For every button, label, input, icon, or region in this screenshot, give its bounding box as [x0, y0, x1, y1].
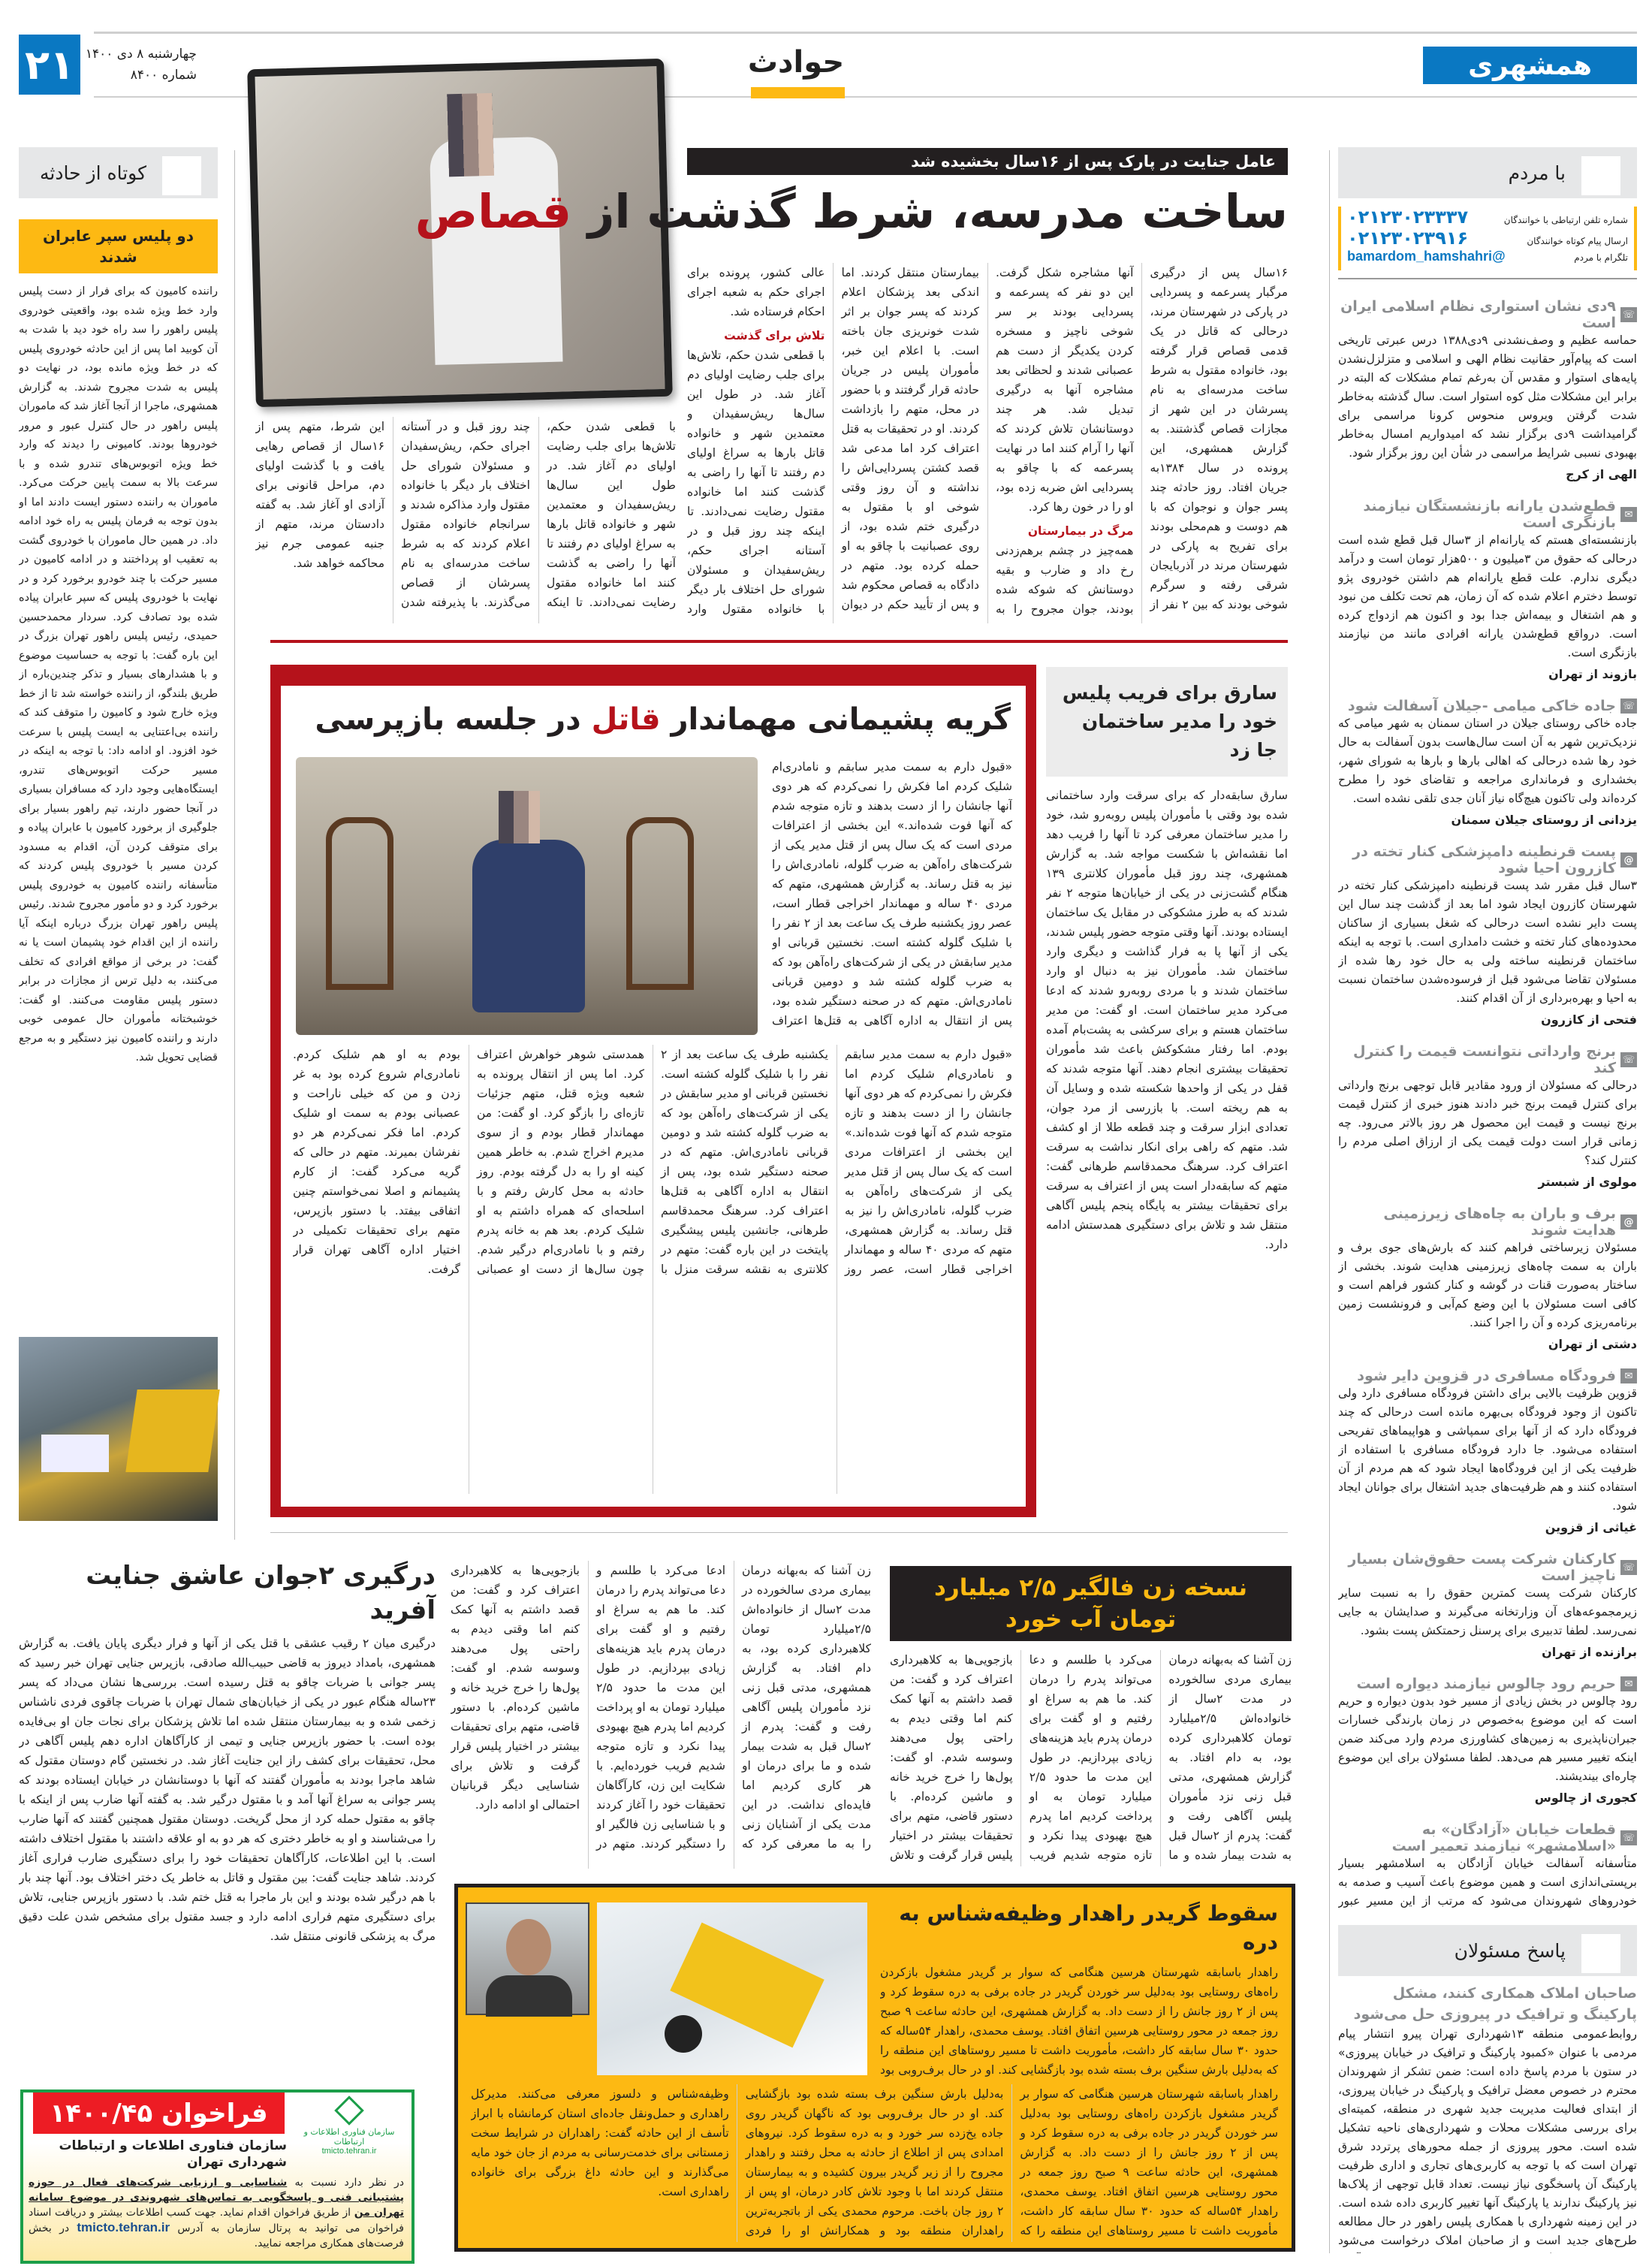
ad-text-part: در نظر دارد نسبت به — [294, 2177, 405, 2189]
telegram-handle[interactable]: @bamardom_hamshahri — [1347, 249, 1506, 264]
note-author: غیاثی از قزوین — [1545, 1520, 1637, 1534]
note-title-text: قطع‌شدن یارانه بازنشستگان نیازمند بازنگری است — [1363, 498, 1616, 531]
note-body: متأسفانه آسفالت خیابان آزادگان به اسلامشهر بسیار برپستی‌اندازی است و همین موضوع باعث آسیب و صدمه به خودروهای شهروندان می‌شود که مرتب از این مسیر عبور — [1338, 1857, 1637, 1908]
bottom-left-headline[interactable]: درگیری ۲جوان عاشق جنایت آفرید — [86, 1561, 436, 1625]
answer-title: صاحبان املاک همکاری کنند، مشکل پارکینگ و ترافیک در پیروزی حل می‌شود — [1353, 1985, 1637, 2023]
contact-label: ارسال پیام کوتاه خوانندگان — [1527, 236, 1628, 246]
note-title — [1338, 1043, 1637, 1076]
ad-url-link[interactable]: tmicto.tehran.ir — [77, 2220, 170, 2234]
envelope-icon: ✉ — [1620, 1368, 1637, 1383]
note-title-text: قطعات خیابان «آزادگان» به «اسلامشهر» نیازمند تعمیر است — [1391, 1821, 1616, 1854]
note-title — [1338, 698, 1637, 714]
header-square — [162, 156, 201, 195]
lead-subhead: مرگ در بیمارستان — [1027, 524, 1134, 538]
section-title: حوادث — [747, 45, 845, 80]
note-title — [1338, 843, 1637, 877]
issue-number: شماره ۸۴۰۰ — [130, 68, 197, 83]
reader-note — [1338, 498, 1637, 681]
note-body: حماسه عظیم و وصف‌نشدنی ۹دی۱۳۸۸ درس عبرتی تاریخی است که پیام‌آور حقانیت نظام الهی و اسلامی و متزلزل‌نشدن پایه‌های استوار و مقدس آن به‌رغم تمام مشکلات که البته در برابر این مشکلات مثل کوه استوار است. سال گذشته به‌خاطر شدت گرفتن ویروس منحوس کرونا مراسمی برای گرامیداشت ۹دی برگزار نشد که امیدواریم امسال به‌خاطر بهبودی نسبی شرایط مراسمی در شأن این روز برگزار شود. — [1338, 333, 1637, 460]
note-author: فتحی از کازرون — [1541, 1012, 1637, 1027]
lead-paragraph: ۱۶سال پس از درگیری مرگبار پسرعمه و پسردایی در پارکی در شهرستان مرند، درحالی که قاتل در یک قدمی قصاص قرار گرفته بود، خانواده مقتول به شرط ساخت مدرسه‌ای به نام پسرشان در این شهر از مجازات قصاص گذشتند. به گزارش همشهری، این پرونده در سال ۱۳۸۴به جریان افتاد. روز حادثه چند پسر جوان و نوجوان که با هم دوست و هم‌محلی بودند برای تفریح به پارکی در شهرستان مرند در آذربایجان شرقی رفته و سرگرم شوخی بودند که بین ۲ نفر از آنها مشاجره شکل گرفت. این دو نفر که پسرعمه و پسردایی بودند بر سر شوخی ناچیز و مسخره کردن یکدیگر از دست هم عصبانی شدند و لحظاتی بعد مشاجره آنها به درگیری تبدیل شد. هر چند دوستانشان تلاش کردند که آنها را آرام کنند اما در نهایت پسرعمه که با چاقو به پسردایی اش ضربه زده بود، او را در خون رها کرد. — [996, 266, 1288, 611]
note-body: بازنشسته‌ای هستم که یارانه‌ام از ۳سال قبل قطع شده است درحالی که حقوق من ۳میلیون و ۵۰۰هزار تومان است و درآمد دیگری ندارم. علت قطع یارانه‌ام هم داشتن خودروی پژو توسط دخترم اعلام شده که آن زمان، هم تحت تکلف من نبود و هم اشتغال و بیمه‌اش جدا بود و اکنون هم ازدواج کرده است. درواقع قطع‌شدن یارانه افرادی مانند من نیازمند بازنگری است. — [1338, 533, 1637, 659]
note-title-text: ۹دی نشان استواری نظام اسلامی ایران است — [1340, 298, 1616, 331]
short-news-headline[interactable]: دو پلیس سپر عابران شدند — [19, 219, 218, 273]
issue-info — [84, 44, 197, 86]
header-square — [1581, 156, 1620, 195]
pixelated-face — [499, 791, 540, 843]
reader-note — [1338, 1043, 1637, 1189]
at-icon: @ — [1620, 1214, 1637, 1230]
featured-headline[interactable] — [290, 702, 1011, 737]
featured-headline-text: در جلسه بازپرسی — [315, 702, 581, 737]
reader-note — [1338, 843, 1637, 1027]
lead-paragraph: همه‌چیز در چشم برهم‌زدنی رخ داد و ضارب و بقیه دوستانش که شوکه شده بودند، جوان مجروح را به بیمارستان منتقل کردند. اما اندکی بعد پزشکان اعلام کردند که پسر جوان بر اثر شدت خونریزی جان باخته است. با اعلام این خبر، مأموران پلیس در جریان حادثه قرار گرفتند و با حضور در محل، متهم را بازداشت کردند. او در تحقیقات به قتل اعتراف کرد اما مدعی شد قصد کشتن پسردایی‌اش را نداشته و آن روز وقتی شوخی او با مقتول به درگیری ختم شده بود، از روی عصبانیت با چاقو به او حمله کرده بود. متهم در دادگاه به قصاص محکوم شد و پس از تأیید حکم در دیوان عالی کشور، پرونده برای اجرای حکم به شعبه اجرای احکام فرستاده شد. — [687, 266, 1134, 616]
reader-note — [1338, 1821, 1637, 1911]
lead-paragraph: با قطعی شدن حکم، تلاش‌ها برای جلب رضایت اولیای دم آغاز شد. در طول این سال‌ها ریش‌سفیدان و معتمدین شهر و خانواده قاتل بارها به سراغ اولیای دم رفتند تا آنها را راضی به گذشت کنند اما خانواده مقتول رضایت نمی‌دادند. تا اینکه چند روز قبل و در آستانه اجرای حکم، ریش‌سفیدان و مسئولان شورای حل اختلاف بار دیگر با خانواده مقتول وارد — [687, 348, 825, 616]
note-author: کجوری از چالوس — [1534, 1791, 1637, 1805]
answers-title: پاسخ مسئولان — [1454, 1939, 1566, 1962]
phone-icon: ☏ — [1620, 1560, 1637, 1575]
sidebar-story — [1046, 667, 1288, 1517]
ad-text-part: در بخش فرصت‌های همکاری مراجعه نمایید. — [29, 2222, 404, 2249]
featured-body-top: «قبول دارم به سمت مدیر سابقم و نامادری‌ام شلیک کردم اما فکرش را نمی‌کردم که هر دوی آنها جانشان را از دست بدهند و تازه متوجه شدم که آنها فوت شده‌اند.» این بخشی از اعترافات مردی است که یک سال پس از قتل مدیر یکی از شرکت‌های راه‌آهن به ضرب گلوله، نامادری‌اش را نیز به قتل رساند. به گزارش همشهری، متهم که مردی ۴۰ ساله و مهماندار اخراجی قطار است، عصر روز یکشنبه طرف یک ساعت بعد از ۲ نفر را با شلیک گلوله کشته است. نخستین قربانی او مدیر سابقش در یکی از شرکت‌های راه‌آهن بود که به ضرب گلوله کشته شد و دومین قربانی نامادری‌اش. متهم که در صحنه دستگیر شده بود، پس از انتقال به اداره آگاهی به قتل‌ها اعتراف — [772, 760, 1012, 1027]
bamardom-header — [1338, 147, 1637, 198]
lead-body-top — [687, 263, 1288, 623]
rahdar-portrait — [466, 1902, 589, 2015]
person-shape — [472, 840, 585, 1012]
note-title-text: جاده خاکی میامی -جیلان آسفالت شود — [1347, 698, 1616, 714]
lead-headline[interactable] — [415, 184, 1288, 239]
ad-text-bold: شناسایی و ارزیابی شرکت‌های فعال در حوزه پشتیبانی فنی و پاسخگویی به تماس‌های شهروندی در موضوع سامانه تهران من — [29, 2177, 404, 2219]
answer-body: روابط‌عمومی منطقه ۱۳شهرداری تهران پیرو انتشار پیام مردمی با عنوان «کمبود پارکینگ و ترافیک در خیابان پیروزی» در ستون با مردم پاسخ داده است: ضمن تشکر از شهروندان محترم در خصوص معضل ترافیک و پارکینگ در خیابان پیروزی، از ابتدای فعالیت مدیریت جدید شهری در منطقه، کمیته‌ای برای بررسی مشکلات محلات و شهرداری‌های ناحیه تشکیل شده است. محور پیروزی از جمله محورهای پرتردد شرق تهران است که با توجه به کاربری‌های تجاری و اداری ظرفیت پارکینگ آن پاسخگوی نیاز نیست. تعداد قابل توجهی از پلاک‌ها نیز پارکینگ ندارند یا پارکینگ آنها تغییر کاربری داده شده است. در این زمینه شهرداری با همکاری پلیس راهور در حال مطالعه طرح‌های جدید است و از صاحبان املاک درخواست می‌شود — [1338, 2027, 1637, 2247]
column-divider — [234, 150, 235, 1540]
sidebar-headline[interactable]: سارق برای فریب پلیس خود را مدیر ساختمان جا زد — [1046, 667, 1288, 777]
reader-note — [1338, 298, 1637, 481]
section-rule — [270, 1532, 1288, 1533]
note-body: قزوین ظرفیت بالایی برای داشتن فرودگاه مسافری دارد ولی تاکنون از وجود فرودگاه بی‌بهره مانده است درحالی که چند فرودگاه دارد که از آنها برای سمپاشی و هواپیماهای تفریحی استفاده می‌شود. جا دارد فرودگاه مسافری با استفاده از ظرفیت یکی از این فرودگاه‌ها ایجاد شود که هم مردم از آن استفاده کنند و هم ظرفیت‌های جدید اشتغال برای جوانان ایجاد شود. — [1338, 1386, 1637, 1513]
reader-note — [1338, 1551, 1637, 1659]
featured-headline-highlight: قاتل — [591, 702, 661, 737]
note-title-text: پست قرنطینه دامپزشکی کنار تخته در کازرون احیا شود — [1352, 843, 1616, 877]
ad-text-part: از طریق فراخوان اقدام نماید. جهت کسب اطلاعات بیشتر و دریافت اسناد فراخوان می توانید به پرتال سازمان به آدرس — [29, 2207, 405, 2234]
reader-note — [1338, 1205, 1637, 1351]
note-body: کارکنان شرکت پست کمترین حقوق را به نسبت سایر زیرمجموعه‌های آن وزارتخانه می‌گیرند و صدایشان به جایی نمی‌رسد. لطفا تدبیری برای پرسنل زحمتکش پست بشود. — [1338, 1586, 1637, 1637]
note-author: بازوند از تهران — [1548, 667, 1637, 681]
phone-icon: ☏ — [1620, 307, 1637, 322]
tender-ad[interactable] — [20, 2089, 415, 2264]
hamshahri-logo[interactable]: همشهری — [1423, 47, 1637, 84]
note-author: الهی از کرج — [1566, 467, 1637, 481]
note-author: دشتی از تهران — [1548, 1337, 1637, 1351]
answers-header — [1338, 1925, 1637, 1976]
note-body: رود چالوس در بخش زیادی از مسیر خود بدون دیواره و حریم است که این موضوع به‌خصوص در زمان بارندگی خسارات جبران‌ناپذیری به زمین‌های کشاورزی مردم وارد می‌کند ضمن اینکه تغییر مسیر هم می‌دهد. لطفا مسئولان برای این موضوع چاره‌ای بیندیشند. — [1338, 1694, 1637, 1783]
featured-headline-text: گریه پشیمانی مهماندار — [671, 702, 1011, 737]
note-body: مسئولان زیرساختی فراهم کنند که بارش‌های جوی برف و باران به سمت چاه‌های زیرزمینی هدایت شوند. بخشی از ساختار به‌صورت قنات در گوشه و کنار کشور فراهم است و کافی است مسئولان با این وضع کم‌آبی و فرونشست زمین برنامه‌ریزی کرده و آن را اجرا کنند. — [1338, 1241, 1637, 1329]
short-news-body: راننده کامیون که برای فرار از دست پلیس وارد خط ویژه شده بود، واقعیتی خودروی پلیس راهور را سد راه خود دید با شدت به آن کوبید اما پس از این حادثه خودروی پلیس که در خط ویژه مانده بود، در نهایت دو پلیس به شدت مجروح شدند. به گزارش همشهری، ماجرا از آنجا آغاز شد که ماموران پلیس راهور در حال کنترل عبور و مرور خودروها بودند. کامیونی را دیدند که وارد خط ویژه اتوبوس‌های تندرو شده و با سرعت بالا به سمت پایین حرکت می‌کرد. ماموران به راننده دستور ایست دادند اما او بدون توجه به فرمان پلیس به راه خود ادامه داد. در همین حال ماموران با خودروی گشت به تعقیب او پرداختند و در ادامه کامیون در مسیر حرکت با چند خودرو برخورد کرد و در نهایت با خودروی پلیس که سپر عابران پیاده شده بود تصادف کرد. سردار محمدحسین حمیدی، رئیس پلیس راهور تهران بزرگ در این باره گفت: با توجه به حساسیت موضوع و با هشدارهای بسیار و تذکر چندین‌باره از طریق بلندگو، از راننده خواسته شد تا از خط ویژه خارج شود و کامیون را متوقف کند که راننده بی‌اعتنایی به ایست پلیس با سرعت خود افزود. او ادامه داد: با توجه به اینکه در مسیر حرکت اتوبوس‌های تندرو، ایستگاه‌هایی وجود دارد که مسافران بسیاری در آنجا حضور دارند، تیم راهور بسیار برای جلوگیری از برخورد کامیون با عابران پیاده و برای متوقف کردن آن، اقدام به مسدود کردن مسیر با خودروی پلیس کردند که متأسفانه راننده کامیون به خودروی پلیس برخورد کرد و دو مأمور مجروح شدند. رئیس پلیس راهور تهران بزرگ درباره اینکه آیا راننده از این اقدام خود پشیمان است یا نه گفت: در برخی از مواقع افرادی که تخلف می‌کنند، به دلیل ترس از مجازات در برابر دستور پلیس مقاومت می‌کنند. او گفت: خوشبختانه مأموران حال عمومی خوبی دارند و راننده کامیون نیز دستگیر و به مرجع قضایی تحویل شد. — [19, 285, 218, 1064]
sms-number[interactable]: ۰۲۱۲۳۰۲۳۹۱۶ — [1347, 228, 1469, 249]
note-title — [1338, 298, 1637, 331]
lead-kicker: عامل جنایت در پارک پس از ۱۶سال بخشیده شد — [687, 148, 1288, 175]
reader-notes — [1338, 282, 1637, 1911]
note-title-text: حریم رود چالوس نیازمند دیواره است — [1356, 1676, 1616, 1692]
lead-body-bottom — [255, 417, 676, 623]
note-body: درحالی که مسئولان از ورود مقادیر قابل توجهی برنج وارداتی برای کنترل قیمت برنج خبر دادند هنوز خبری از کنترل قیمت برنج نیست و قیمت این محصول هر روز بالاتر می‌رود. چه زمانی قرار است دولت قیمت یکی از ارزاق اصلی مردم را کنترل کند؟ — [1338, 1079, 1637, 1167]
truck-shape — [125, 1389, 219, 1472]
note-body: جاده خاکی روستای جیلان در استان سمنان به شهر میامی که نزدیک‌ترین شهر به آن است سال‌هاست بدون آسفالت به حال خود رها شده درحالی که اهالی بارها و بارها به شورای شهر، بخشداری و فرمانداری مراجعه و تقاضای خود را مطرح کرده‌اند ولی تاکنون هیچ‌گاه نیاز آنان جدی تلقی نشده است. — [1338, 717, 1637, 805]
section-accent-bar — [751, 87, 845, 98]
note-author: برازنده از تهران — [1542, 1645, 1637, 1659]
rahdar-body: راهدار باسابقه شهرستان هرسین هنگامی که سوار بر گریدر مشغول بازکردن راه‌های روستایی بود به‌دلیل سر خوردن گریدر در جاده برفی به دره سقوط کرد و پس از ۲ روز جانش را از دست داد. به گزارش همشهری، این حادثه ساعت ۹ صبح روز جمعه در محور روستایی هرسین اتفاق افتاد. یوسف محمدی، راهدار ۵۴ساله که حدود ۳۰ سال سابقه کار داشت، مأموریت داشت تا مسیر روستاهای این منطقه را که به‌دلیل بارش سنگین برف بسته شده بود بازگشایی کند. او در حال برف‌روبی بود که ناگهان گریدر روی جاده یخ‌زده سر خورد و به دره سقوط کرد. نیروهای امدادی پس از اطلاع از حادثه به محل رفتند و راهدار مجروح را از زیر گریدر بیرون کشیده و به بیمارستان منتقل کردند اما با وجود تلاش کادر درمان، او پس از ۲ روز جان باخت. مرحوم محمدی یکی از باتجربه‌ترین راهداران منطقه بود و همکارانش او را فردی وظیفه‌شناس و دلسوز معرفی می‌کنند. مدیرکل راهداری و حمل‌ونقل جاده‌ای استان کرمانشاه با ابراز تأسف از این حادثه گفت: راهداران در شرایط سخت زمستانی برای خدمت‌رسانی به مردم از جان خود مایه می‌گذارند و این حادثه داغ بزرگی برای خانواده راهداری است. — [471, 2087, 1278, 2237]
column-divider — [1329, 150, 1330, 2253]
featured-body-bottom: «قبول دارم به سمت مدیر سابقم و نامادری‌ام شلیک کردم اما فکرش را نمی‌کردم که هر دوی آنها جانشان را از دست بدهند و تازه متوجه شدم که آنها فوت شده‌اند.» این بخشی از اعترافات مردی است که یک سال پس از قتل مدیر یکی از شرکت‌های راه‌آهن به ضرب گلوله، نامادری‌اش را نیز به قتل رساند. به گزارش همشهری، متهم که مردی ۴۰ ساله و مهماندار اخراجی قطار است، عصر روز یکشنبه طرف یک ساعت بعد از ۲ نفر را با شلیک گلوله کشته است. نخستین قربانی او مدیر سابقش در یکی از شرکت‌های راه‌آهن بود که به ضرب گلوله کشته شد و دومین قربانی نامادری‌اش. متهم که در صحنه دستگیر شده بود، پس از انتقال به اداره آگاهی به قتل‌ها اعتراف کرد. سرهنگ محمدقاسم طرهانی، جانشین پلیس پیشگیری پایتخت در این باره گفت: متهم در کلانتری به نقشه سرقت منزل با همدستی شوهر خواهرش اعتراف کرد. اما پس از انتقال پرونده به شعبه ویژه قتل، متهم جزئیات تازه‌ای را بازگو کرد. او گفت: من مهماندار قطار بودم و از سوی مدیرم اخراج شدم. به خاطر همین کینه او را به دل گرفته بودم. روز حادثه به محل کارش رفتم و با اسلحه‌ای که همراه داشتم به او شلیک کردم. بعد هم به خانه پدرم رفتم و با نامادری‌ام درگیر شدم. چون سال‌ها از دست او عصبانی بودم به او هم شلیک کردم. نامادری‌ام شروع کرده بود به غر زدن و من که خیلی ناراحت و عصبانی بودم به سمت او شلیک کردم. اما فکر نمی‌کردم هر دو نفرشان بمیرند. متهم در حالی که گریه می‌کرد گفت: از کارم پشیمانم و اصلا نمی‌خواستم چنین اتفاقی بیفتد. با دستور بازپرس، متهم برای تحقیقات تکمیلی در اختیار اداره آگاهی تهران قرار گرفت. — [293, 1048, 1012, 1276]
rahdar-top — [880, 1899, 1278, 2077]
reader-note — [1338, 1368, 1637, 1534]
rahdar-body-top: راهدار باسابقه شهرستان هرسین هنگامی که سوار بر گریدر مشغول بازکردن راه‌های روستایی بود به‌دلیل سر خوردن گریدر در جاده برفی به دره سقوط کرد و پس از ۲ روز جانش را از دست داد. به گزارش همشهری، این حادثه ساعت ۹ صبح روز جمعه در محور روستایی هرسین اتفاق افتاد. یوسف محمدی، راهدار ۵۴ساله که حدود ۳۰ سال سابقه کار داشت، مأموریت داشت تا مسیر روستاهای این منطقه را که به‌دلیل بارش سنگین برف بسته شده بود بازگشایی کند. او در حال برف‌روبی بود — [880, 1966, 1278, 2077]
falgir-body: زن آشنا که به‌بهانه درمان بیماری مردی سالخورده در مدت ۲سال از خانواده‌اش ۲/۵میلیارد تومان کلاهبرداری کرده بود، به دام افتاد. به گزارش همشهری، مدتی قبل زنی نزد مأموران پلیس آگاهی رفت و گفت: پدرم از ۲سال قبل به شدت بیمار شده و ما می‌کرد با طلسم و دعا می‌تواند پدرم را درمان کند. ما هم به سراغ او رفتیم و او گفت برای درمان پدرم باید هزینه‌های زیادی بپردازیم. در طول این مدت ما حدود ۲/۵ میلیارد تومان به او پرداخت کردیم اما پدرم هیچ بهبودی پیدا نکرد و تازه متوجه شدیم فریب بازجویی‌ها به کلاهبرداری اعتراف کرد و گفت: من قصد داشتم به آنها کمک کنم اما وقتی دیدم به راحتی پول می‌دهند وسوسه شدم. او گفت: پول‌ها را خرج خرید خانه و ماشین کرده‌ام. با دستور قاضی، متهم برای تحقیقات بیشتر در اختیار پلیس قرار گرفت و تلاش — [890, 1653, 1292, 1862]
contact-box — [1338, 207, 1637, 270]
top-rule — [94, 32, 1637, 34]
note-title — [1338, 1205, 1637, 1239]
rahdar-headline[interactable]: سقوط گریدر راهدار وظیفه‌شناس به دره — [899, 1901, 1278, 1954]
pixelated-face — [447, 93, 494, 177]
answer-item — [1338, 1983, 1637, 2253]
chair-shape — [626, 817, 694, 990]
note-body: ۳سال قبل مقرر شد پست قرنطینه دامپزشکی کنار تخته در شهرستان کازرون ایجاد شود اما بعد از گذشت چند سال این پست دایر نشده است درحالی که شغل بسیاری از ساکنان محدوده‌های کنار تخته و خشت دامداری است. با توجه به اینکه ساختمان قرنطینه ساخته ولی به حال خود رها شده از مسئولان تقاضا می‌شود قبل از فرسوده‌شدن ساختمان نسبت به احیا و بهره‌برداری از آن اقدام کنند. — [1338, 879, 1637, 1005]
ad-title: فراخوان ۱۴۰۰/۴۵ — [33, 2093, 285, 2134]
ad-text — [29, 2175, 404, 2251]
face-shape — [506, 1919, 551, 1975]
contact-rule — [1338, 278, 1637, 279]
phone-icon: ☏ — [1620, 699, 1637, 714]
note-title-text: فرودگاه مسافری در قزوین دایر شود — [1357, 1368, 1616, 1384]
red-divider — [270, 640, 1288, 643]
short-news-story — [19, 219, 218, 1326]
ad-logo-url: tmicto.tehran.ir — [321, 2147, 377, 2156]
ad-logo-text: سازمان فناوری اطلاعات و ارتباطات — [303, 2127, 395, 2147]
note-author: مولوی از شبستر — [1538, 1175, 1637, 1189]
ad-org: سازمان فناوری اطلاعات و ارتباطات شهرداری تهران — [59, 2138, 287, 2170]
envelope-icon: ✉ — [1620, 1676, 1637, 1691]
short-news-header — [19, 147, 218, 198]
contact-label: شماره تلفن ارتباطی با خوانندگان — [1503, 215, 1628, 225]
note-title-text: کارکنان شرکت پست حقوق‌شان بسیار ناچیز است — [1348, 1551, 1616, 1584]
issue-date: چهارشنبه ۸ دی ۱۴۰۰ — [85, 47, 197, 62]
note-title — [1338, 1551, 1637, 1584]
lead-subhead: تلاش برای گذشت — [724, 329, 825, 342]
tehran-municipality-logo-icon — [334, 2096, 364, 2126]
envelope-icon: ✉ — [1620, 507, 1637, 522]
falgir-headline[interactable]: نسخه زن فالگیر ۲/۵ میلیارد تومان آب خورد — [890, 1566, 1292, 1641]
phone-number[interactable]: ۰۲۱۲۳۰۲۳۳۳۷ — [1347, 207, 1469, 228]
phone-icon: ☏ — [1620, 1830, 1637, 1845]
police-car-shape — [41, 1435, 109, 1472]
phone-icon: ☏ — [1620, 1052, 1637, 1067]
rahdar-story-box — [454, 1884, 1295, 2252]
falgir-body-left: زن آشنا که به‌بهانه درمان بیماری مردی سالخورده در مدت ۲سال از خانواده‌اش ۲/۵میلیارد تومان کلاهبرداری کرده بود، به دام افتاد. به گزارش همشهری، مدتی قبل زنی نزد مأموران پلیس آگاهی رفت و گفت: پدرم از ۲سال قبل به شدت بیمار شده و ما برای درمان او هر کاری کردیم اما فایده‌ای نداشت. در این مدت یکی از آشنایان زنی را به ما معرفی کرد که ادعا می‌کرد با طلسم و دعا می‌تواند پدرم را درمان کند. ما هم به سراغ او رفتیم و او گفت برای درمان پدرم باید هزینه‌های زیادی بپردازیم. در طول این مدت ما حدود ۲/۵ میلیارد تومان به او پرداخت کردیم اما پدرم هیچ بهبودی پیدا نکرد و تازه متوجه شدیم فریب خورده‌ایم. با شکایت این زن، کارآگاهان تحقیقات خود را آغاز کردند و با شناسایی زن فالگیر او را دستگیر کردند. متهم در بازجویی‌ها به کلاهبرداری اعتراف کرد و گفت: من قصد داشتم به آنها کمک کنم اما وقتی دیدم به راحتی پول می‌دهند وسوسه شدم. او گفت: پول‌ها را خرج خرید خانه و ماشین کرده‌ام. با دستور قاضی، متهم برای تحقیقات بیشتر در اختیار پلیس قرار گرفت و تلاش برای شناسایی دیگر قربانیان احتمالی او ادامه دارد. — [451, 1564, 871, 1851]
lead-paragraph: با قطعی شدن حکم، تلاش‌ها برای جلب رضایت اولیای دم آغاز شد. در طول این سال‌ها ریش‌سفیدان و معتمدین شهر و خانواده قاتل بارها به سراغ اولیای دم رفتند تا آنها را راضی به گذشت کنند اما خانواده مقتول رضایت نمی‌دادند. تا اینکه چند روز قبل و در آستانه اجرای حکم، ریش‌سفیدان و مسئولان شورای حل اختلاف بار دیگر با خانواده مقتول وارد مذاکره شدند و سرانجام خانواده مقتول اعلام کردند که به شرط ساخت مدرسه‌ای به نام پسرشان از قصاص می‌گذرند. با پذیرفته شدن این شرط، متهم پس از ۱۶سال از قصاص رهایی یافت و با گذشت اولیای دم، مراحل قانونی برای آزادی او آغاز شد. به گفته دادستان مرند، متهم از جنبه عمومی جرم نیز محاکمه خواهد شد. — [255, 420, 676, 609]
reader-note — [1338, 698, 1637, 827]
contact-label: تلگرام با مردم — [1574, 252, 1628, 263]
truck-accident-photo — [19, 1337, 218, 1521]
note-title-text: برف و باران به چاه‌های زیرزمینی هدایت شوند — [1383, 1205, 1616, 1239]
falgir-story — [890, 1566, 1292, 1866]
note-title — [1338, 1368, 1637, 1384]
header-square — [1581, 1934, 1620, 1973]
chair-shape — [326, 817, 393, 990]
bottom-left-body: درگیری میان ۲ رقیب عشقی با قتل یکی از آنها و فرار دیگری پایان یافت. به گزارش همشهری، بامداد دیروز به قاضی حبیب‌الله صادقی، بازپرس جنایی تهران خبر رسید که پسر جوانی با ضربات چاقو به قتل رسیده است. بررسی‌ها نشان می‌داد که پسر ۲۳ساله هنگام عبور در یکی از خیابان‌های شمال تهران با ضربات چاقوی فردی ناشناس زخمی شده و به بیمارستان منتقل شده اما تلاش پزشکان برای نجات جان او بی‌فایده بوده است. با حضور بازپرس جنایی و تیمی از کارآگاهان اداره دهم پلیس آگاهی در محل، تحقیقات برای کشف راز این جنایت آغاز شد. در نخستین گام دوستان مقتول که شاهد ماجرا بودند به مأموران گفتند که آنها با دوستانشان در خیابان ایستاده بودند که پسر جوانی به سراغ آنها آمد و با مقتول درگیر شد. به گفته آنها ضارب پس از اینکه با چاقو به مقتول حمله کرد از محل گریخت. دوستان مقتول همچنین گفتند که آنها ضارب را می‌شناسند و او به خاطر دختری که هر دو به او علاقه داشتند با مقتول اختلاف داشته است. با این اطلاعات، کارآگاهان تحقیقات خود را برای دستگیری ضارب فراری آغاز کردند. شاهد جنایت گفت: بین مقتول و قاتل به خاطر یک دختر اختلاف بود. آنها چند بار با هم درگیر شده بودند و این بار ماجرا به قتل ختم شد. با دستور بازپرس جنایی، تلاش برای دستگیری متهم فراری ادامه دارد و جسد مقتول برای مشخص شدن علت دقیق مرگ به پزشکی قانونی منتقل شد. — [19, 1637, 436, 1943]
featured-story-box — [270, 665, 1036, 1517]
ad-logo — [293, 2096, 405, 2156]
lead-headline-text: ساخت مدرسه، شرط گذشت از — [587, 184, 1288, 239]
reader-note — [1338, 1676, 1637, 1805]
page-number: ۲۱ — [19, 35, 80, 95]
at-icon: @ — [1620, 852, 1637, 867]
featured-photo — [296, 757, 758, 1035]
short-news-title: کوتاه از حادثه — [40, 161, 146, 184]
note-author: یزدانی از روستای جیلان سمنان — [1451, 813, 1637, 827]
lead-headline-highlight: قصاص — [415, 184, 572, 239]
note-title-text: برنج وارداتی نتوانست قیمت را کنترل کند — [1353, 1043, 1616, 1076]
note-title — [1338, 1676, 1637, 1692]
wheel-shape — [665, 2015, 702, 2053]
sidebar-body: سارق سابقه‌دار که برای سرقت وارد ساختمانی شده بود وقتی با مأموران پلیس روبه‌رو شد، خود را مدیر ساختمان معرفی کرد تا آنها را فریب دهد اما نقشه‌اش با شکست مواجه شد. به گزارش همشهری، چند روز قبل مأموران کلانتری ۱۳۹ هنگام گشت‌زنی در یکی از خیابان‌ها متوجه ۲ نفر شدند که به طرز مشکوکی در مقابل یک ساختمان ایستاده بودند. آنها وقتی متوجه حضور پلیس شدند، یکی از آنها پا به فرار گذاشت و دیگری وارد ساختمان شد. مأموران نیز به دنبال او وارد ساختمان شدند و با مردی روبه‌رو شدند که ادعا می‌کرد مدیر ساختمان است. او گفت: من مدیر ساختمان هستم و برای سرکشی به پشت‌بام آمده بودم. اما رفتار مشکوکش باعث شد مأموران تحقیقات بیشتری انجام دهند. آنها متوجه شدند که قفل در یکی از واحدها شکسته شده و وسایل آن به هم ریخته است. با بازرسی از مرد جوان، تعدادی ابزار سرقت و چند قطعه طلا از او کشف شد. متهم که راهی برای انکار نداشت به سرقت اعتراف کرد. سرهنگ محمدقاسم طرهانی گفت: متهم که سابقه‌دار است پس از اعتراف به سرقت برای تحقیقات بیشتر به پایگاه پنجم پلیس آگاهی منتقل شد و تلاش برای دستگیری همدستش ادامه دارد. — [1046, 789, 1288, 1251]
note-title — [1338, 498, 1637, 531]
bamardom-title: با مردم — [1508, 161, 1566, 184]
note-title — [1338, 1821, 1637, 1854]
shoulders-shape — [486, 1975, 572, 2017]
bottom-left-story — [19, 1558, 436, 2077]
grader-photo — [597, 1902, 867, 2075]
